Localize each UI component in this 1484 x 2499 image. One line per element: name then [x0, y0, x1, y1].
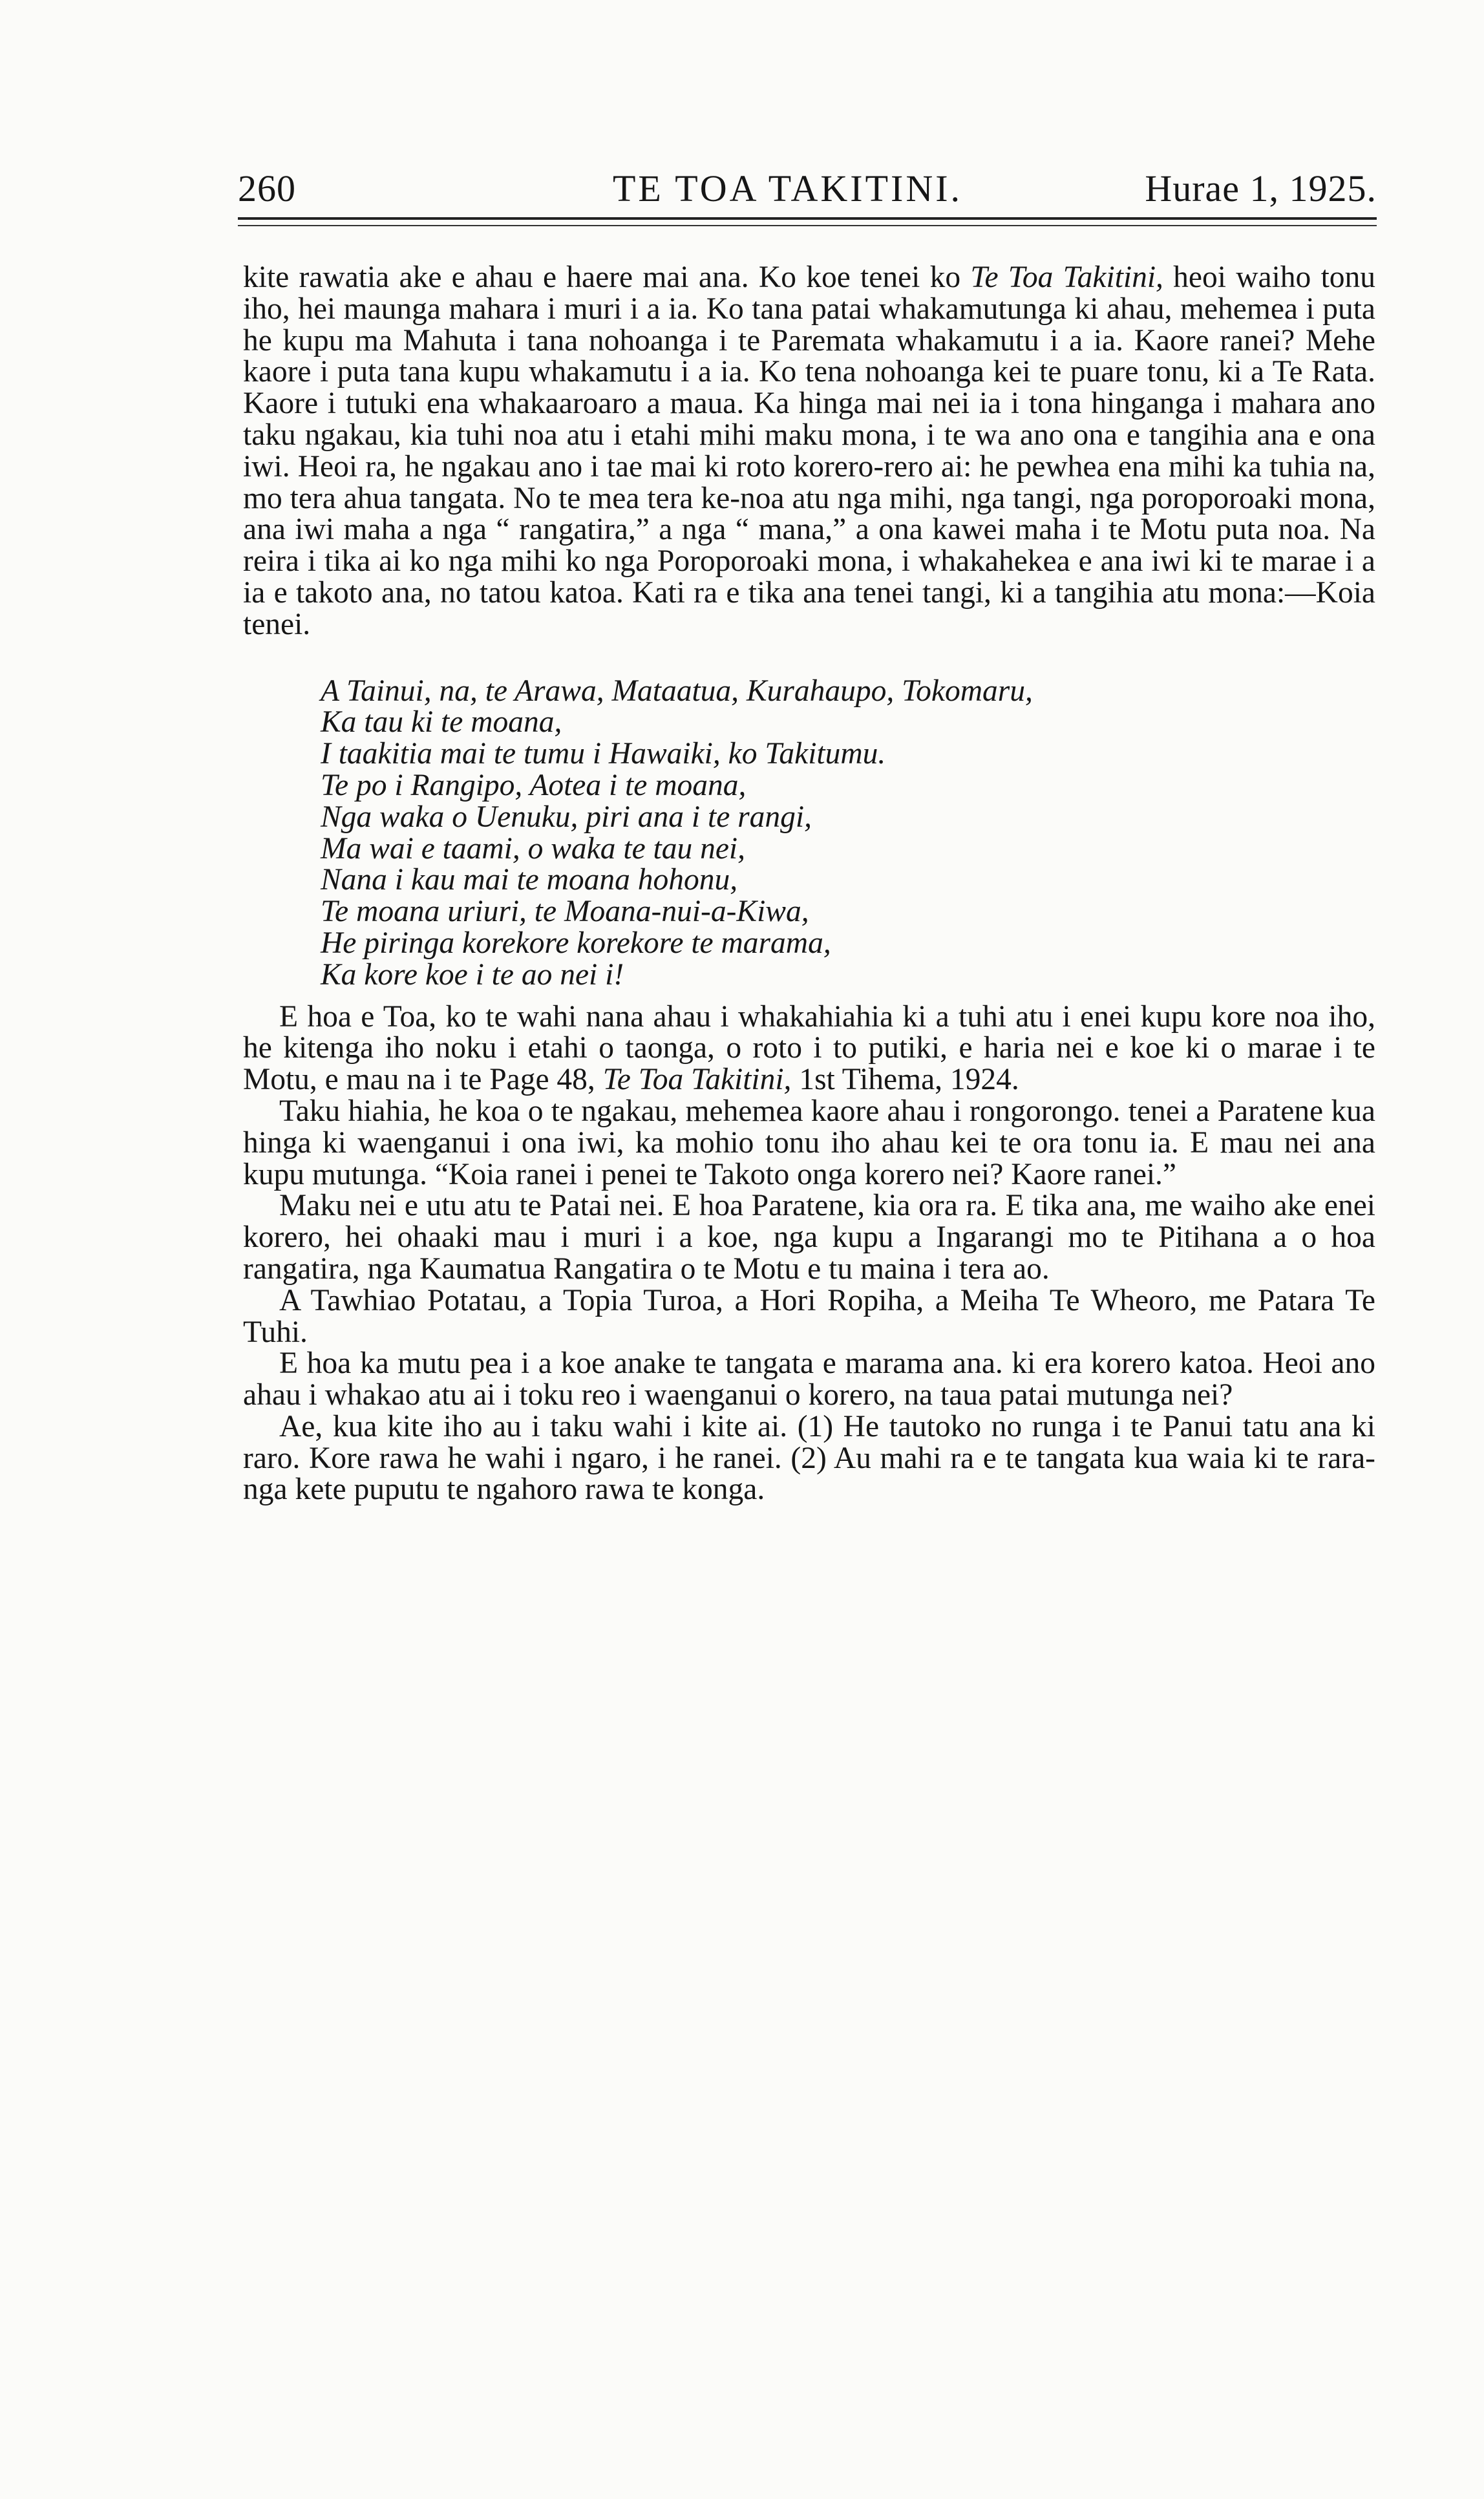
- article-body: [243, 262, 1375, 1505]
- poem-line: Te po i Rangipo, Aotea i te moana,: [321, 768, 747, 802]
- lament-poem: [321, 675, 1375, 991]
- poem-line: A Tainui, na, te Arawa, Mataatua, Kurahaupo, Tokomaru,: [321, 674, 1033, 708]
- paragraph-6: E hoa ka mutu pea i a koe anake te tangata e marama ana. ki era korero katoa. Heoi ano ahau i whakao atu ai i toku reo i waenganui o korero, na taua patai mutunga nei?: [243, 1346, 1375, 1412]
- header-rule-thick: [238, 217, 1377, 220]
- paragraph-2: E hoa e Toa, ko te wahi nana ahau i whakahiahia ki a tuhi atu i enei kupu kore noa iho, he kitenga iho noku i etahi o taonga, o roto i to putiki, e haria nei e koe ki o marae i te Motu, e mau na i te Page 48, Te Toa Takitini, 1st Tihema, 1924.: [243, 999, 1375, 1097]
- poem-line: Ka kore koe i te ao nei i!: [321, 957, 624, 992]
- running-header: [238, 167, 1377, 218]
- paragraph-4: Maku nei e utu atu te Patai nei. E hoa Paratene, kia ora ra. E tika ana, me waiho ake enei korero, hei ohaaki mau i muri i a koe, nga kupu a Ingarangi mo te Pitihana a o hoa rangatira, nga Kaumatua Rangatira o te Motu e tu maina i tera ao.: [243, 1189, 1375, 1286]
- issue-date: Hurae 1, 1925.: [1145, 167, 1377, 209]
- paragraph-1: kite rawatia ake e ahau e haere mai ana. Ko koe tenei ko Te Toa Takitini, heoi waiho tonu iho, hei maunga mahara i muri i a ia. Ko tana patai whakamutunga ki ahau, mehemea i puta he kupu ma Mahuta i tana nohoanga i te Paremata whakamutu i a ia. Kaore ranei? Mehe kaore i puta tana kupu whakamutu i a ia. Ko tena nohoanga kei te puare tonu, ki a Te Rata. Kaore i tutuki ena whakaaroaro a maua. Ka hinga mai nei ia i tona hinganga i mahara ano taku ngakau, kia tuhi noa atu i etahi mihi maku mona, i te wa ano ona e tangihia ana e ona iwi. Heoi ra, he ngakau ano i tae mai ki roto korero-rero ai: he pewhea ena mihi ka tuhia na, mo tera ahua tangata. No te mea tera ke-noa atu nga mihi, nga tangi, nga poroporoaki mona, ana iwi maha a nga “ rangatira,” a nga “ mana,” a ona kawei maha i te Motu puta noa. Na reira i tika ai ko nga mihi ko nga Poroporoaki mona, i whakahekea e ana iwi ki te marae i a ia e takoto ana, no tatou katoa. Kati ra e tika ana tenei tangi, ki a tangihia atu mona:—Koia tenei.: [243, 261, 1376, 641]
- poem-line: Nana i kau mai te moana hohonu,: [321, 863, 738, 897]
- poem-line: I taakitia mai te tumu i Hawaiki, ko Takitumu.: [321, 737, 886, 771]
- poem-line: Te moana uriuri, te Moana-nui-a-Kiwa,: [321, 895, 809, 929]
- running-title: TE TOA TAKITINI.: [613, 167, 963, 209]
- page-number: 260: [238, 167, 296, 209]
- paragraph-7: Ae, kua kite iho au i taku wahi i kite ai. (1) He tautoko no runga i te Panui tatu ana ki raro. Kore rawa he wahi i ngaro, i he ranei. (2) Au mahi ra e te tangata kua waia ki te rara-nga kete puputu te ngahoro rawa te konga.: [243, 1409, 1375, 1507]
- poem-line: Ka tau ki te moana,: [321, 705, 562, 739]
- header-rule-thin: [238, 225, 1377, 226]
- paragraph-3: Taku hiahia, he koa o te ngakau, mehemea kaore ahau i rongorongo. tenei a Paratene kua hinga ki waenganui i ona iwi, ka mohio tonu iho ahau kei te ora tonu ia. E mau nei ana kupu mutunga. “Koia ranei i penei te Takoto onga korero nei? Kaore ranei.”: [243, 1094, 1375, 1191]
- poem-line: He piringa korekore korekore te marama,: [321, 926, 831, 960]
- poem-line: Nga waka o Uenuku, piri ana i te rangi,: [321, 800, 812, 834]
- paragraph-5: A Tawhiao Potatau, a Topia Turoa, a Hori Ropiha, a Meiha Te Wheoro, me Patara Te Tuhi.: [243, 1283, 1375, 1349]
- poem-line: Ma wai e taami, o waka te tau nei,: [321, 831, 745, 866]
